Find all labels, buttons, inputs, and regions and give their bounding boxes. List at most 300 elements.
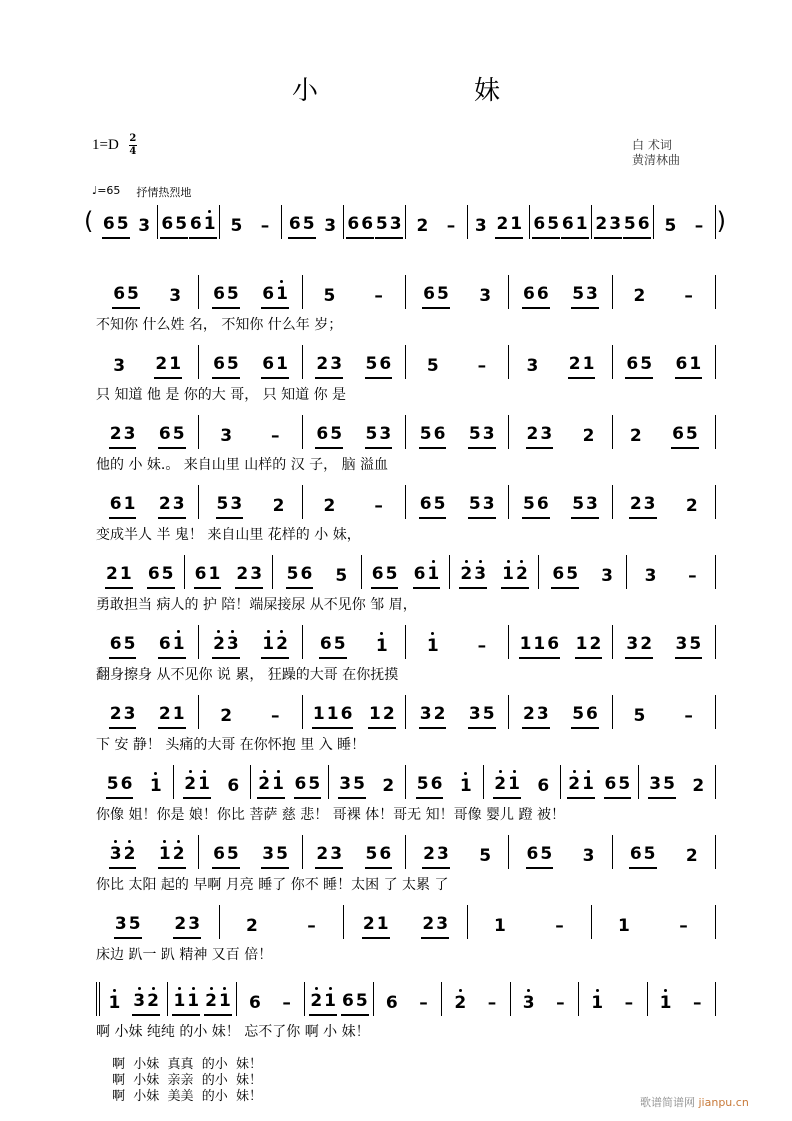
note: 2 bbox=[220, 706, 233, 726]
note: 5 bbox=[385, 564, 398, 584]
note: 1 bbox=[324, 991, 337, 1011]
note-group bbox=[633, 286, 647, 309]
open-paren: ( bbox=[84, 207, 94, 235]
note-group bbox=[692, 216, 705, 239]
note: 5 bbox=[482, 704, 495, 724]
note-group bbox=[571, 704, 599, 729]
note: 3 bbox=[262, 844, 275, 864]
note: 1 bbox=[172, 634, 185, 654]
score-line bbox=[96, 485, 716, 545]
measure bbox=[405, 765, 483, 799]
note-group bbox=[362, 914, 390, 939]
dash-sustain: – bbox=[684, 286, 693, 306]
note: 3 bbox=[479, 286, 492, 306]
note-group bbox=[522, 284, 550, 309]
watermark bbox=[640, 1094, 749, 1110]
note: 6 bbox=[102, 214, 115, 234]
measure bbox=[198, 415, 301, 449]
note-group bbox=[338, 774, 366, 799]
note: 2 bbox=[316, 844, 329, 864]
note-group bbox=[526, 356, 540, 379]
note: 6 bbox=[340, 704, 353, 724]
measure bbox=[328, 765, 406, 799]
note: 2 bbox=[568, 354, 581, 374]
note-group bbox=[109, 634, 137, 659]
note-group bbox=[671, 424, 699, 449]
note: 2 bbox=[460, 564, 473, 584]
measure bbox=[96, 555, 184, 589]
note: 6 bbox=[537, 776, 550, 796]
note-group bbox=[519, 634, 561, 659]
note: 5 bbox=[426, 356, 439, 376]
note: 2 bbox=[685, 846, 698, 866]
note: 2 bbox=[276, 634, 288, 654]
note: 1 bbox=[169, 354, 182, 374]
note-group bbox=[685, 496, 699, 519]
note-group bbox=[323, 496, 337, 519]
dash-sustain: – bbox=[556, 993, 565, 1013]
note: 2 bbox=[106, 564, 118, 584]
note: 5 bbox=[226, 354, 239, 374]
close-paren: ) bbox=[716, 207, 726, 235]
note: 3 bbox=[536, 704, 549, 724]
note: 5 bbox=[437, 284, 449, 304]
note-group bbox=[419, 704, 447, 729]
measure bbox=[173, 765, 251, 799]
note: 3 bbox=[419, 704, 432, 724]
note: 6 bbox=[347, 214, 360, 234]
note: 5 bbox=[685, 424, 698, 444]
note: 1 bbox=[172, 704, 185, 724]
note: 6 bbox=[194, 564, 207, 584]
measure bbox=[96, 695, 198, 729]
note: 5 bbox=[127, 284, 139, 304]
note-group bbox=[112, 284, 140, 309]
credits bbox=[632, 138, 680, 168]
note-group bbox=[189, 214, 217, 239]
note-group bbox=[315, 844, 343, 869]
note-group bbox=[315, 424, 343, 449]
dash-sustain: – bbox=[282, 993, 291, 1013]
note: 1 bbox=[149, 776, 162, 796]
note-group bbox=[561, 214, 589, 239]
note: 6 bbox=[547, 634, 560, 654]
note: 1 bbox=[459, 776, 472, 796]
note: 3 bbox=[220, 426, 233, 446]
measure bbox=[361, 555, 450, 589]
dash-sustain: – bbox=[477, 636, 487, 656]
measure bbox=[96, 765, 173, 799]
composer: 黄清林曲 bbox=[632, 153, 681, 167]
measure bbox=[467, 205, 529, 239]
score-line bbox=[96, 625, 716, 685]
note: 3 bbox=[522, 993, 535, 1013]
staff bbox=[96, 765, 716, 799]
note-group bbox=[158, 634, 186, 659]
note-group bbox=[622, 993, 635, 1016]
note: 5 bbox=[633, 706, 646, 726]
note: 1 bbox=[119, 564, 132, 584]
note: 2 bbox=[205, 991, 218, 1011]
note-group bbox=[625, 634, 653, 659]
score-line bbox=[96, 695, 716, 755]
note: 2 bbox=[629, 494, 642, 514]
note: 6 bbox=[158, 424, 171, 444]
note-group bbox=[426, 636, 440, 659]
note: 6 bbox=[433, 424, 446, 444]
note: 3 bbox=[644, 566, 657, 586]
key-label: 1=D bbox=[92, 137, 119, 153]
note: 1 bbox=[575, 634, 588, 654]
note: 5 bbox=[419, 424, 432, 444]
staff bbox=[96, 555, 716, 589]
note: 5 bbox=[572, 704, 585, 724]
staff bbox=[96, 415, 716, 449]
note-group bbox=[261, 354, 289, 379]
lyrics-line: 下 安 静！ 头痛的大哥 在你怀抱 里 入 睡！ bbox=[96, 737, 366, 753]
note: 3 bbox=[133, 991, 146, 1011]
measure bbox=[638, 765, 717, 799]
measure bbox=[96, 415, 198, 449]
note: 6 bbox=[213, 284, 225, 304]
note-group bbox=[677, 916, 690, 939]
measure bbox=[529, 205, 591, 239]
measure bbox=[302, 485, 405, 519]
note: 3 bbox=[123, 704, 136, 724]
note-group bbox=[686, 566, 699, 589]
note: 6 bbox=[379, 844, 392, 864]
note: 3 bbox=[226, 634, 239, 654]
note: 5 bbox=[664, 216, 677, 236]
note: 3 bbox=[474, 564, 487, 584]
staff bbox=[84, 205, 726, 239]
note-group bbox=[536, 776, 550, 799]
note-group bbox=[675, 354, 703, 379]
measure bbox=[560, 765, 638, 799]
note: 1 bbox=[108, 993, 121, 1013]
measure bbox=[405, 275, 508, 309]
note: 3 bbox=[437, 844, 449, 864]
note: 5 bbox=[161, 564, 174, 584]
note-group bbox=[346, 214, 374, 239]
note-group bbox=[532, 214, 560, 239]
note: 5 bbox=[547, 214, 560, 234]
note: 6 bbox=[379, 354, 392, 374]
measure bbox=[653, 205, 716, 239]
note-group bbox=[567, 774, 595, 799]
note-group bbox=[160, 214, 188, 239]
note-group bbox=[258, 216, 271, 239]
note-group bbox=[426, 356, 440, 379]
note: 2 bbox=[184, 774, 197, 794]
note: 2 bbox=[589, 634, 602, 654]
note: 3 bbox=[114, 914, 127, 934]
note-group bbox=[571, 494, 599, 519]
note: 5 bbox=[106, 774, 119, 794]
note-group bbox=[235, 564, 263, 589]
note-group bbox=[269, 706, 282, 729]
measure bbox=[449, 555, 538, 589]
note: 1 bbox=[510, 214, 523, 234]
note-group bbox=[416, 774, 444, 799]
score-line bbox=[84, 205, 726, 239]
measure bbox=[219, 205, 281, 239]
note: 3 bbox=[436, 914, 449, 934]
note: 6 bbox=[672, 424, 684, 444]
dash-sustain: – bbox=[374, 496, 383, 516]
measure bbox=[626, 555, 716, 589]
expression-mark: 抒情热烈地 bbox=[136, 186, 192, 199]
note: 6 bbox=[113, 284, 126, 304]
note: 5 bbox=[302, 214, 315, 234]
measure bbox=[281, 205, 343, 239]
note: 5 bbox=[566, 564, 579, 584]
note: 6 bbox=[316, 424, 329, 444]
note: 3 bbox=[330, 844, 343, 864]
note-group bbox=[315, 354, 343, 379]
measure bbox=[250, 765, 328, 799]
measure bbox=[302, 835, 405, 869]
dash-sustain: – bbox=[307, 916, 316, 936]
dash-sustain: – bbox=[555, 916, 564, 936]
note-group bbox=[417, 993, 430, 1016]
note: 5 bbox=[116, 214, 129, 234]
score-line bbox=[96, 765, 716, 825]
dash-sustain: – bbox=[487, 993, 497, 1013]
measure bbox=[483, 765, 561, 799]
note-group bbox=[245, 916, 259, 939]
score-line bbox=[96, 982, 716, 1042]
note: 5 bbox=[479, 846, 492, 866]
dash-sustain: – bbox=[694, 216, 704, 236]
note-group bbox=[571, 284, 599, 309]
time-sig-bottom: 4 bbox=[129, 146, 137, 157]
note-group bbox=[319, 634, 347, 659]
note: 1 bbox=[262, 634, 275, 654]
dash-sustain: – bbox=[446, 216, 456, 236]
note: 3 bbox=[601, 566, 613, 586]
note-group bbox=[109, 494, 137, 519]
note-group bbox=[575, 634, 603, 659]
note-group bbox=[691, 993, 704, 1016]
note: 3 bbox=[339, 774, 352, 794]
measure bbox=[96, 205, 157, 239]
note-group bbox=[453, 993, 467, 1016]
note-group bbox=[629, 844, 657, 869]
note-group bbox=[522, 704, 550, 729]
measure bbox=[510, 982, 578, 1016]
note: 6 bbox=[626, 354, 639, 374]
note: 1 bbox=[198, 774, 210, 794]
note: 6 bbox=[288, 214, 301, 234]
note: 6 bbox=[227, 776, 240, 796]
measure bbox=[184, 555, 273, 589]
note-group bbox=[334, 566, 348, 589]
note-group bbox=[625, 354, 653, 379]
note-group bbox=[478, 286, 492, 309]
note: 2 bbox=[213, 634, 225, 654]
measure bbox=[198, 345, 301, 379]
extra-verse: 啊 小妹 真真 的小 妹！ bbox=[112, 1056, 263, 1072]
note-group bbox=[294, 774, 322, 799]
note: 6 bbox=[552, 564, 565, 584]
note-group bbox=[257, 774, 285, 799]
note-group bbox=[385, 993, 399, 1016]
note: 6 bbox=[533, 214, 546, 234]
time-signature bbox=[129, 134, 137, 157]
note-group bbox=[261, 844, 289, 869]
staff bbox=[96, 485, 716, 519]
note: 6 bbox=[158, 634, 171, 654]
note-group bbox=[468, 704, 496, 729]
note-group bbox=[421, 914, 449, 939]
note-group bbox=[600, 566, 614, 589]
note: 6 bbox=[109, 634, 122, 654]
note: 2 bbox=[109, 704, 122, 724]
note: 3 bbox=[188, 914, 201, 934]
note: 3 bbox=[586, 284, 598, 304]
note: 2 bbox=[423, 844, 436, 864]
note: 5 bbox=[226, 284, 239, 304]
lyrics-line: 勇敢担当 病人的 护 陪！端屎接尿 从不见你 邹 眉， bbox=[96, 597, 417, 613]
measure bbox=[343, 905, 467, 939]
note: 6 bbox=[536, 494, 549, 514]
dash-sustain: – bbox=[624, 993, 634, 1013]
note-group bbox=[194, 564, 222, 589]
lyrics-line: 不知你 什么姓 名， 不知你 什么年 岁； bbox=[96, 317, 343, 333]
note-group bbox=[341, 991, 369, 1016]
note: 2 bbox=[158, 704, 171, 724]
note: 5 bbox=[623, 214, 636, 234]
extra-verse: 啊 小妹 美美 的小 妹！ bbox=[112, 1088, 263, 1104]
note-group bbox=[659, 993, 673, 1016]
dash-sustain: – bbox=[684, 706, 693, 726]
measure bbox=[405, 695, 508, 729]
note-group bbox=[422, 844, 450, 869]
measure bbox=[467, 905, 591, 939]
note: 2 bbox=[582, 426, 595, 446]
note-group bbox=[107, 993, 121, 1016]
note: 6 bbox=[675, 354, 688, 374]
note: 5 bbox=[416, 774, 429, 794]
note-group bbox=[158, 704, 186, 729]
note: 2 bbox=[692, 776, 705, 796]
note-group bbox=[381, 776, 395, 799]
measure bbox=[96, 485, 198, 519]
staff bbox=[96, 835, 716, 869]
note: 6 bbox=[161, 214, 174, 234]
note: 5 bbox=[375, 214, 388, 234]
note: 6 bbox=[586, 704, 598, 724]
note: 3 bbox=[330, 354, 343, 374]
note-group bbox=[501, 564, 529, 589]
note: 2 bbox=[416, 216, 429, 236]
staff bbox=[96, 695, 716, 729]
tempo-marking bbox=[92, 184, 191, 200]
note-group bbox=[261, 634, 289, 659]
note-group bbox=[226, 776, 240, 799]
note: 1 bbox=[494, 916, 506, 936]
note: 6 bbox=[213, 354, 225, 374]
note-group bbox=[475, 636, 488, 659]
measure bbox=[100, 982, 167, 1016]
note: 5 bbox=[572, 494, 585, 514]
note-group bbox=[551, 564, 579, 589]
note: 2 bbox=[123, 844, 136, 864]
note: 6 bbox=[423, 284, 436, 304]
measure bbox=[302, 415, 405, 449]
note: 2 bbox=[526, 424, 539, 444]
note: 2 bbox=[422, 914, 435, 934]
note: 2 bbox=[172, 844, 185, 864]
note-group bbox=[204, 991, 232, 1016]
note: 1 bbox=[582, 354, 595, 374]
note: 5 bbox=[618, 774, 631, 794]
watermark-en: jianpu.cn bbox=[698, 1096, 749, 1109]
note: 3 bbox=[675, 634, 688, 654]
measure bbox=[157, 205, 219, 239]
note: 3 bbox=[649, 774, 662, 794]
measure bbox=[373, 982, 441, 1016]
measure bbox=[304, 982, 372, 1016]
note-group bbox=[475, 356, 488, 379]
note: 2 bbox=[158, 494, 171, 514]
note: 3 bbox=[389, 214, 402, 234]
note-group bbox=[173, 914, 201, 939]
note-group bbox=[493, 774, 521, 799]
measure bbox=[612, 625, 716, 659]
note: 1 bbox=[158, 844, 171, 864]
dash-sustain: – bbox=[271, 706, 280, 726]
note: 3 bbox=[609, 214, 622, 234]
note: 2 bbox=[629, 426, 642, 446]
measure bbox=[508, 485, 611, 519]
note: 2 bbox=[147, 991, 159, 1011]
note-group bbox=[269, 426, 282, 449]
note-group bbox=[416, 216, 430, 239]
measure bbox=[612, 835, 716, 869]
score-line bbox=[96, 275, 716, 335]
note: 2 bbox=[496, 214, 509, 234]
note-group bbox=[375, 636, 389, 659]
measure bbox=[96, 625, 198, 659]
note-group bbox=[219, 706, 233, 729]
note: 3 bbox=[169, 286, 182, 306]
note-group bbox=[495, 214, 523, 239]
note-group bbox=[137, 216, 151, 239]
note: 5 bbox=[468, 424, 481, 444]
note: 2 bbox=[633, 286, 646, 306]
note: 2 bbox=[494, 774, 507, 794]
measure bbox=[302, 275, 405, 309]
title-char-1: 小 bbox=[291, 76, 318, 106]
note-group bbox=[158, 844, 186, 869]
note: 6 bbox=[561, 214, 574, 234]
measure bbox=[508, 275, 611, 309]
measure bbox=[578, 982, 646, 1016]
measure bbox=[167, 982, 235, 1016]
note: 5 bbox=[172, 424, 185, 444]
note-group bbox=[648, 774, 676, 799]
note: 2 bbox=[246, 916, 258, 936]
measure bbox=[343, 205, 405, 239]
note: 5 bbox=[523, 494, 535, 514]
note: 1 bbox=[369, 704, 381, 724]
lyrics-line: 他的 小 妹.。 来自山里 山样的 汉 子， 脑 溢血 bbox=[96, 457, 389, 473]
measure bbox=[612, 695, 716, 729]
note-group bbox=[272, 496, 286, 519]
note: 3 bbox=[586, 494, 598, 514]
